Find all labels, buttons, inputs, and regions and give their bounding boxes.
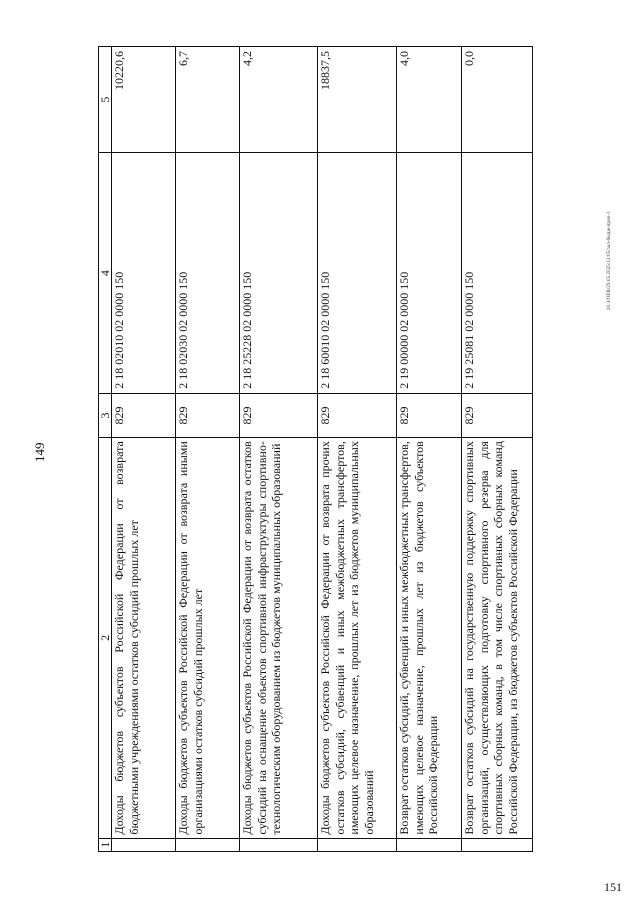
budget-table: [98, 46, 528, 852]
header-col-5: 5: [99, 47, 112, 153]
table-row: [176, 47, 240, 852]
row-admin-code: 829: [397, 393, 462, 437]
row-description: Возврат остатков субсидий на государственную поддержку спортивных организаций, осуществляющих подготовку спортивного резерва для спортивных сборных команд, в том числе спортивных сборных команд Российской Федерации, из бюджетов субъектов Российской Федерации: [462, 438, 533, 838]
row-amount: 18837,5: [318, 47, 397, 153]
row-description: Возврат остатков субсидий, субвенций и иных межбюджетных трансфертов, имеющих целевое назначение, прошлых лет из бюджетов субъектов Российской Федерации: [397, 438, 462, 838]
table-header-row: [99, 47, 112, 852]
row-admin-code: 829: [176, 393, 240, 437]
row-budget-code: 2 19 00000 02 0000 150: [397, 153, 462, 393]
row-amount: 10220,6: [112, 47, 176, 153]
table-row: [462, 47, 533, 852]
row-budget-code: 2 19 25081 02 0000 150: [462, 153, 533, 393]
row-admin-code: 829: [462, 393, 533, 437]
row-description: Доходы бюджетов субъектов Российской Федерации от возврата иными организациями остатков субсидий прошлых лет: [176, 438, 240, 838]
table-row: [318, 47, 397, 852]
row-admin-code: 829: [318, 393, 397, 437]
row-budget-code: 2 18 02030 02 0000 150: [176, 153, 240, 393]
row-amount: 4,2: [240, 47, 318, 153]
table-row: [112, 47, 176, 852]
row-amount: 0,0: [462, 47, 533, 153]
header-col-3: 3: [99, 393, 112, 437]
page-number-center: 149: [32, 442, 47, 462]
table-row: [240, 47, 318, 852]
row-description: Доходы бюджетов субъектов Российской Федерации от возврата прочих остатков субсидий, субвенций и иных межбюджетных трансфертов, имеющих целевое назначение, прошлых лет из бюджетов муниципальных образований: [318, 438, 397, 838]
row-admin-code: 829: [112, 393, 176, 437]
row-description: Доходы бюджетов субъектов Российской Федерации от возврата остатков субсидий на оснащение объектов спортивной инфраструктуры спортивно-технологическим оборудованием из бюджетов муниципальных образований: [240, 438, 318, 838]
header-col-4: 4: [99, 153, 112, 393]
row-budget-code: 2 18 02010 02 0000 150: [112, 153, 176, 393]
row-amount: 4,0: [397, 47, 462, 153]
side-stamp: 20.3/ОЕВ/29.05.2025/12:05/зал-бюдж-прил-1: [607, 211, 612, 310]
header-col-2: 2: [99, 438, 112, 838]
row-budget-code: 2 18 60010 02 0000 150: [318, 153, 397, 393]
row-description: Доходы бюджетов субъектов Российской Федерации от возврата бюджетными учреждениями остатков субсидий прошлых лет: [112, 438, 176, 838]
table-row: [397, 47, 462, 852]
header-col-1: 1: [99, 838, 112, 851]
row-admin-code: 829: [240, 393, 318, 437]
row-budget-code: 2 18 25228 02 0000 150: [240, 153, 318, 393]
page-number-corner: 151: [604, 880, 622, 894]
row-amount: 6,7: [176, 47, 240, 153]
